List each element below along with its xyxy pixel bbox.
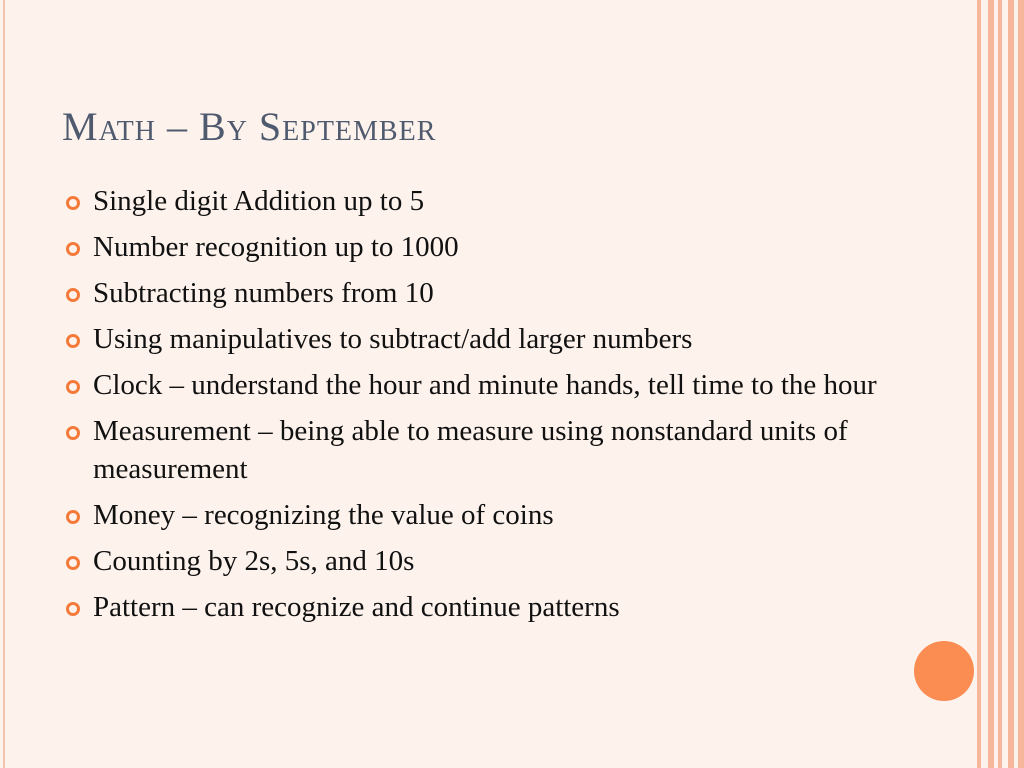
bullet-item <box>64 496 884 534</box>
slide-title: Math – By September <box>62 104 437 149</box>
decorative-stripe <box>1008 0 1014 768</box>
bullet-item <box>64 320 884 358</box>
bullet-item <box>64 412 884 488</box>
decorative-stripe <box>988 0 994 768</box>
decorative-stripe <box>977 0 981 768</box>
decorative-circle <box>914 641 974 701</box>
bullet-text: Clock – understand the hour and minute hands, tell time to the hour <box>93 369 877 401</box>
bullet-item <box>64 274 884 312</box>
bullet-text: Number recognition up to 1000 <box>93 231 459 263</box>
bullet-item <box>64 588 884 626</box>
ring-bullet-icon <box>66 288 80 302</box>
bullet-item <box>64 366 884 404</box>
ring-bullet-icon <box>66 334 80 348</box>
bullet-text: Single digit Addition up to 5 <box>93 185 425 217</box>
ring-bullet-icon <box>66 380 80 394</box>
decorative-stripe <box>998 0 1002 768</box>
ring-bullet-icon <box>66 242 80 256</box>
bullet-text: Money – recognizing the value of coins <box>93 499 554 531</box>
bullet-item <box>64 228 884 266</box>
bullet-text: Pattern – can recognize and continue patterns <box>93 591 620 623</box>
ring-bullet-icon <box>66 426 80 440</box>
ring-bullet-icon <box>66 196 80 210</box>
ring-bullet-icon <box>66 510 80 524</box>
bullet-text: Counting by 2s, 5s, and 10s <box>93 545 415 577</box>
bullet-item <box>64 182 884 220</box>
bullet-text: Using manipulatives to subtract/add larger numbers <box>93 323 693 355</box>
bullet-text: Subtracting numbers from 10 <box>93 277 434 309</box>
ring-bullet-icon <box>66 556 80 570</box>
left-border-line <box>3 0 5 768</box>
bullet-item <box>64 542 884 580</box>
bullet-list <box>64 182 884 634</box>
decorative-stripe <box>1018 0 1024 768</box>
ring-bullet-icon <box>66 602 80 616</box>
bullet-text: Measurement – being able to measure using nonstandard units of measurement <box>93 415 848 485</box>
